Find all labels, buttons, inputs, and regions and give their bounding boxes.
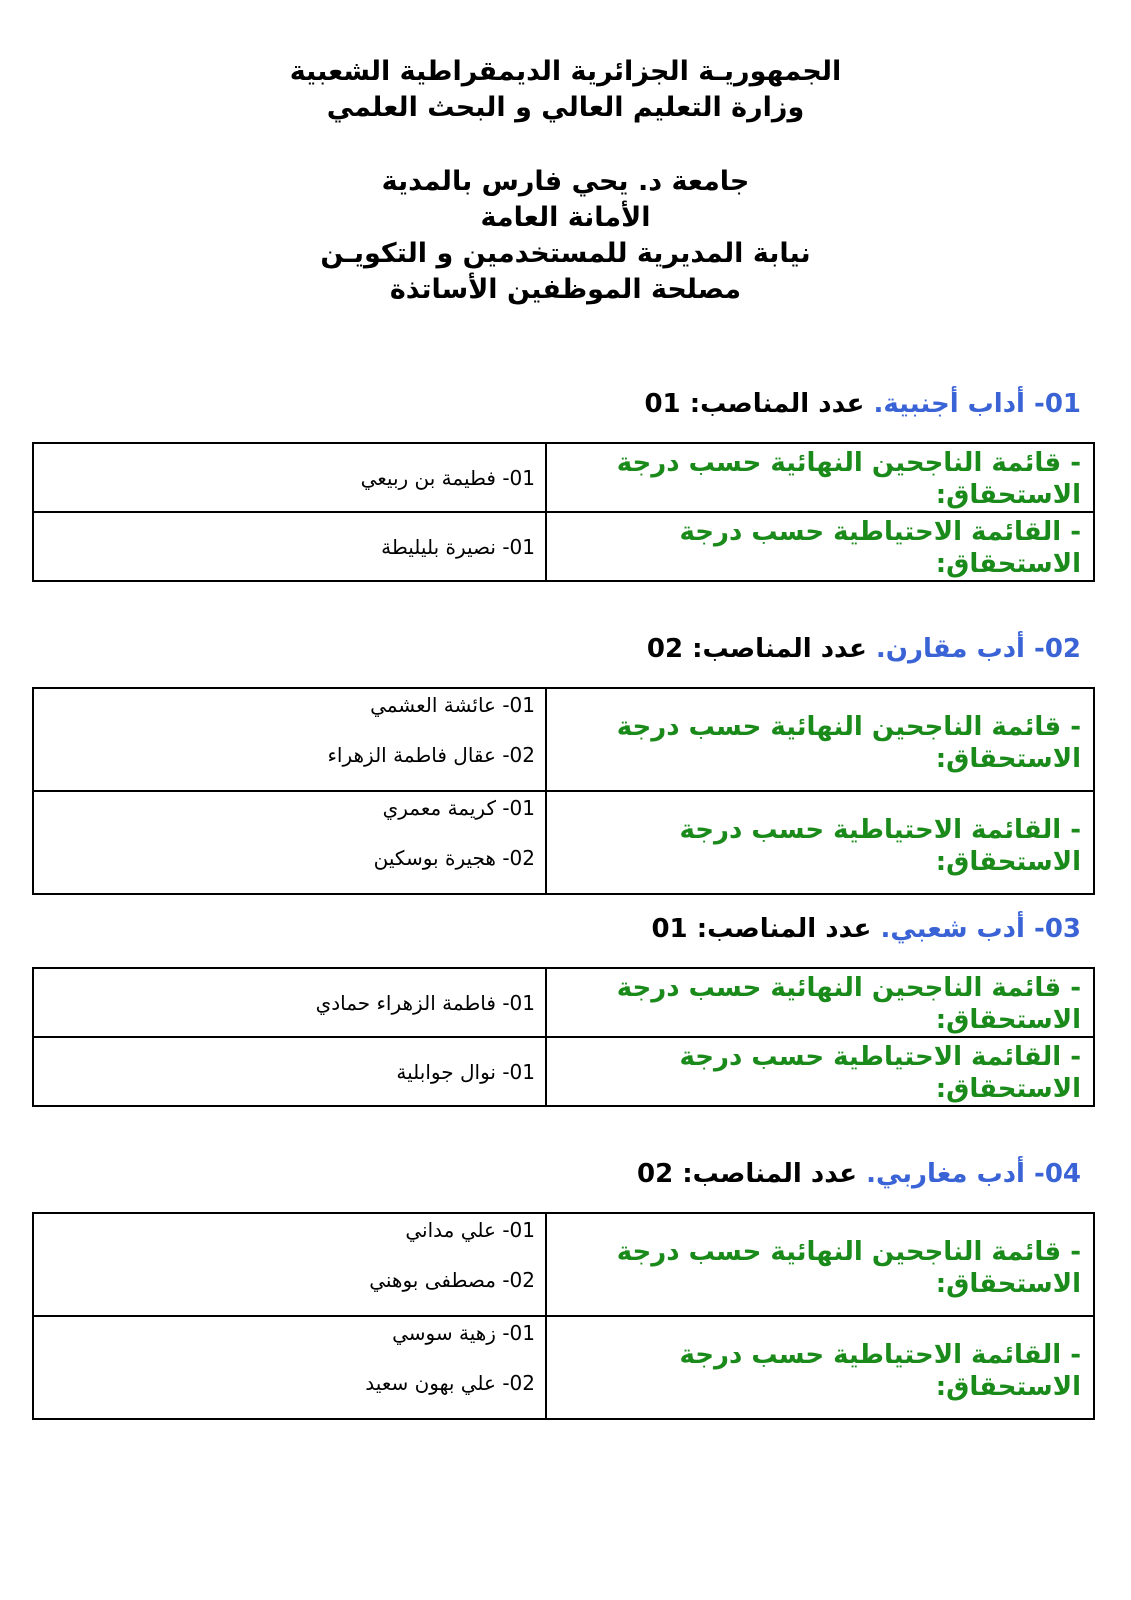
reserve-list-names (33, 512, 546, 581)
section-number: 04- (1034, 1159, 1081, 1189)
section-title (32, 1154, 1095, 1194)
posts-count: عدد المناصب: 01 (644, 389, 865, 419)
candidate-name: 01- زهية سوسي (392, 1321, 535, 1345)
final-list-row (33, 443, 1094, 512)
candidate-name: 02- مصطفى بوهني (369, 1268, 535, 1292)
results-table (32, 442, 1095, 582)
candidate-name: 01- نوال جوابلية (396, 1059, 535, 1084)
reserve-list-label: - القائمة الاحتياطية حسب درجة الاستحقاق: (546, 1037, 1094, 1106)
candidate-name: 01- نصيرة بليليطة (381, 534, 535, 559)
reserve-list-names (33, 791, 546, 894)
document-header (0, 54, 1131, 308)
department-name: مصلحة الموظفين الأساتذة (389, 274, 742, 305)
section-name: أدب مقارن. (875, 634, 1025, 664)
section-number: 01- (1034, 389, 1081, 419)
specialty-section (32, 1154, 1095, 1420)
candidate-name: 01- علي مداني (405, 1218, 535, 1242)
section-name: أدب شعبي. (880, 914, 1025, 944)
final-list-label: - قائمة الناجحين النهائية حسب درجة الاستحقاق: (546, 968, 1094, 1037)
reserve-list-label: - القائمة الاحتياطية حسب درجة الاستحقاق: (546, 791, 1094, 894)
ministry-title: وزارة التعليم العالي و البحث العلمي (326, 92, 805, 123)
specialty-section (32, 629, 1095, 895)
reserve-list-label: - القائمة الاحتياطية حسب درجة الاستحقاق: (546, 512, 1094, 581)
specialty-section (32, 384, 1095, 582)
final-list-names (33, 688, 546, 791)
candidate-name: 01- عائشة العشمي (370, 693, 535, 717)
reserve-list-names (33, 1037, 546, 1106)
section-number: 02- (1034, 634, 1081, 664)
candidate-name: 02- عقال فاطمة الزهراء (327, 743, 535, 767)
final-list-label: - قائمة الناجحين النهائية حسب درجة الاستحقاق: (546, 443, 1094, 512)
university-name: جامعة د. يحي فارس بالمدية (381, 166, 750, 197)
section-name: أدب مغاربي. (866, 1159, 1025, 1189)
candidate-name: 01- فاطمة الزهراء حمادي (315, 990, 535, 1015)
results-table (32, 1212, 1095, 1420)
final-list-names (33, 443, 546, 512)
final-list-row (33, 1213, 1094, 1316)
candidate-name: 01- كريمة معمري (382, 796, 535, 820)
posts-count: عدد المناصب: 02 (637, 1159, 857, 1189)
final-list-row (33, 968, 1094, 1037)
candidate-name: 01- فطيمة بن ربيعي (360, 465, 535, 490)
final-list-label: - قائمة الناجحين النهائية حسب درجة الاستحقاق: (546, 688, 1094, 791)
final-list-label: - قائمة الناجحين النهائية حسب درجة الاستحقاق: (546, 1213, 1094, 1316)
reserve-list-names (33, 1316, 546, 1419)
section-title (32, 909, 1095, 949)
specialty-section (32, 909, 1095, 1107)
posts-count: عدد المناصب: 02 (646, 634, 867, 664)
posts-count: عدد المناصب: 01 (651, 914, 872, 944)
results-table (32, 687, 1095, 895)
results-table (32, 967, 1095, 1107)
section-number: 03- (1034, 914, 1081, 944)
reserve-list-label: - القائمة الاحتياطية حسب درجة الاستحقاق: (546, 1316, 1094, 1419)
section-name: أداب أجنبية. (873, 389, 1025, 419)
candidate-name: 02- علي بهون سعيد (365, 1371, 535, 1395)
final-list-row (33, 688, 1094, 791)
reserve-list-row (33, 791, 1094, 894)
reserve-list-row (33, 512, 1094, 581)
general-secretariat: الأمانة العامة (480, 202, 651, 233)
republic-title: الجمهوريـة الجزائرية الديمقراطية الشعبية (289, 56, 842, 87)
sub-directorate: نيابة المديرية للمستخدمين و التكويـن (320, 238, 811, 269)
section-title (32, 384, 1095, 424)
final-list-names (33, 1213, 546, 1316)
reserve-list-row (33, 1037, 1094, 1106)
reserve-list-row (33, 1316, 1094, 1419)
final-list-names (33, 968, 546, 1037)
section-title (32, 629, 1095, 669)
candidate-name: 02- هجيرة بوسكين (373, 846, 535, 870)
